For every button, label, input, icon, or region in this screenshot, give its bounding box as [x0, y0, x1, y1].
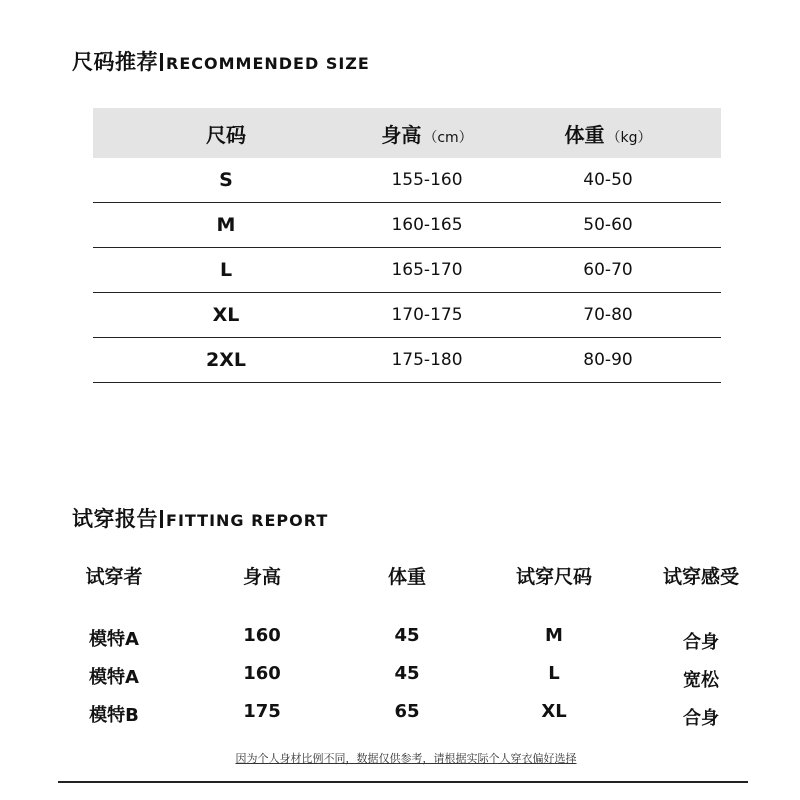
header-height-label: 身高 [381, 122, 422, 147]
recommended-title-en: RECOMMENDED SIZE [166, 54, 370, 73]
header-fit-size: 试穿尺码 [515, 566, 593, 588]
size-table-body [93, 158, 721, 383]
height-cell: 170-175 [391, 305, 463, 325]
height-cell: 155-160 [391, 170, 463, 190]
fit-size-cell: L [548, 663, 560, 684]
header-height [359, 119, 495, 148]
fit-size-cell: XL [541, 701, 567, 722]
height-cell: 175-180 [391, 350, 463, 370]
header-size: 尺码 [206, 122, 246, 147]
footnote: 因为个人身材比例不同，数据仅供参考，请根据实际个人穿衣偏好选择 [235, 752, 577, 765]
fitting-title-en: FITTING REPORT [166, 511, 329, 530]
header-fit-feel: 试穿感受 [662, 566, 740, 588]
header-height-unit: （cm） [423, 129, 473, 146]
header-weight-label: 体重 [564, 122, 605, 147]
bottom-divider [58, 781, 748, 783]
weight-cell: 50-60 [583, 215, 633, 235]
weight-cell: 80-90 [583, 350, 633, 370]
weight-cell: 65 [394, 701, 420, 722]
recommended-title-cn: 尺码推荐 [72, 50, 158, 74]
weight-cell: 45 [394, 625, 420, 646]
size-table-row [93, 158, 721, 203]
height-cell: 160 [243, 663, 281, 684]
size-table-row [93, 293, 721, 338]
size-table-row [93, 203, 721, 248]
title-separator-bar [160, 510, 163, 528]
height-cell: 175 [243, 701, 281, 722]
size-cell: XL [212, 304, 240, 326]
size-cell: M [216, 214, 236, 236]
tester-cell: 模特B [89, 705, 139, 726]
height-cell: 165-170 [391, 260, 463, 280]
weight-cell: 45 [394, 663, 420, 684]
fit-feel-cell: 宽松 [683, 670, 719, 691]
size-table-row [93, 338, 721, 383]
size-cell: L [219, 259, 233, 281]
tester-cell: 模特A [89, 667, 139, 688]
size-table [93, 108, 721, 383]
header-weight: 体重 [387, 566, 427, 588]
height-cell: 160 [243, 625, 281, 646]
size-table-row [93, 248, 721, 293]
header-tester: 试穿者 [85, 566, 143, 588]
title-separator-bar [160, 53, 163, 71]
height-cell: 160-165 [391, 215, 463, 235]
tester-cell: 模特A [89, 629, 139, 650]
weight-cell: 40-50 [583, 170, 633, 190]
header-weight-unit: （kg） [606, 129, 652, 146]
size-table-header [93, 108, 721, 158]
recommended-size-title [72, 46, 370, 76]
fitting-report-title [72, 503, 328, 533]
weight-cell: 70-80 [583, 305, 633, 325]
fit-feel-cell: 合身 [683, 708, 719, 729]
header-weight [495, 119, 721, 148]
size-cell: S [219, 169, 233, 191]
header-height: 身高 [242, 566, 282, 588]
fit-feel-cell: 合身 [683, 632, 719, 653]
weight-cell: 60-70 [583, 260, 633, 280]
fitting-title-cn: 试穿报告 [72, 507, 158, 531]
size-cell: 2XL [206, 349, 246, 371]
fit-size-cell: M [545, 625, 563, 646]
